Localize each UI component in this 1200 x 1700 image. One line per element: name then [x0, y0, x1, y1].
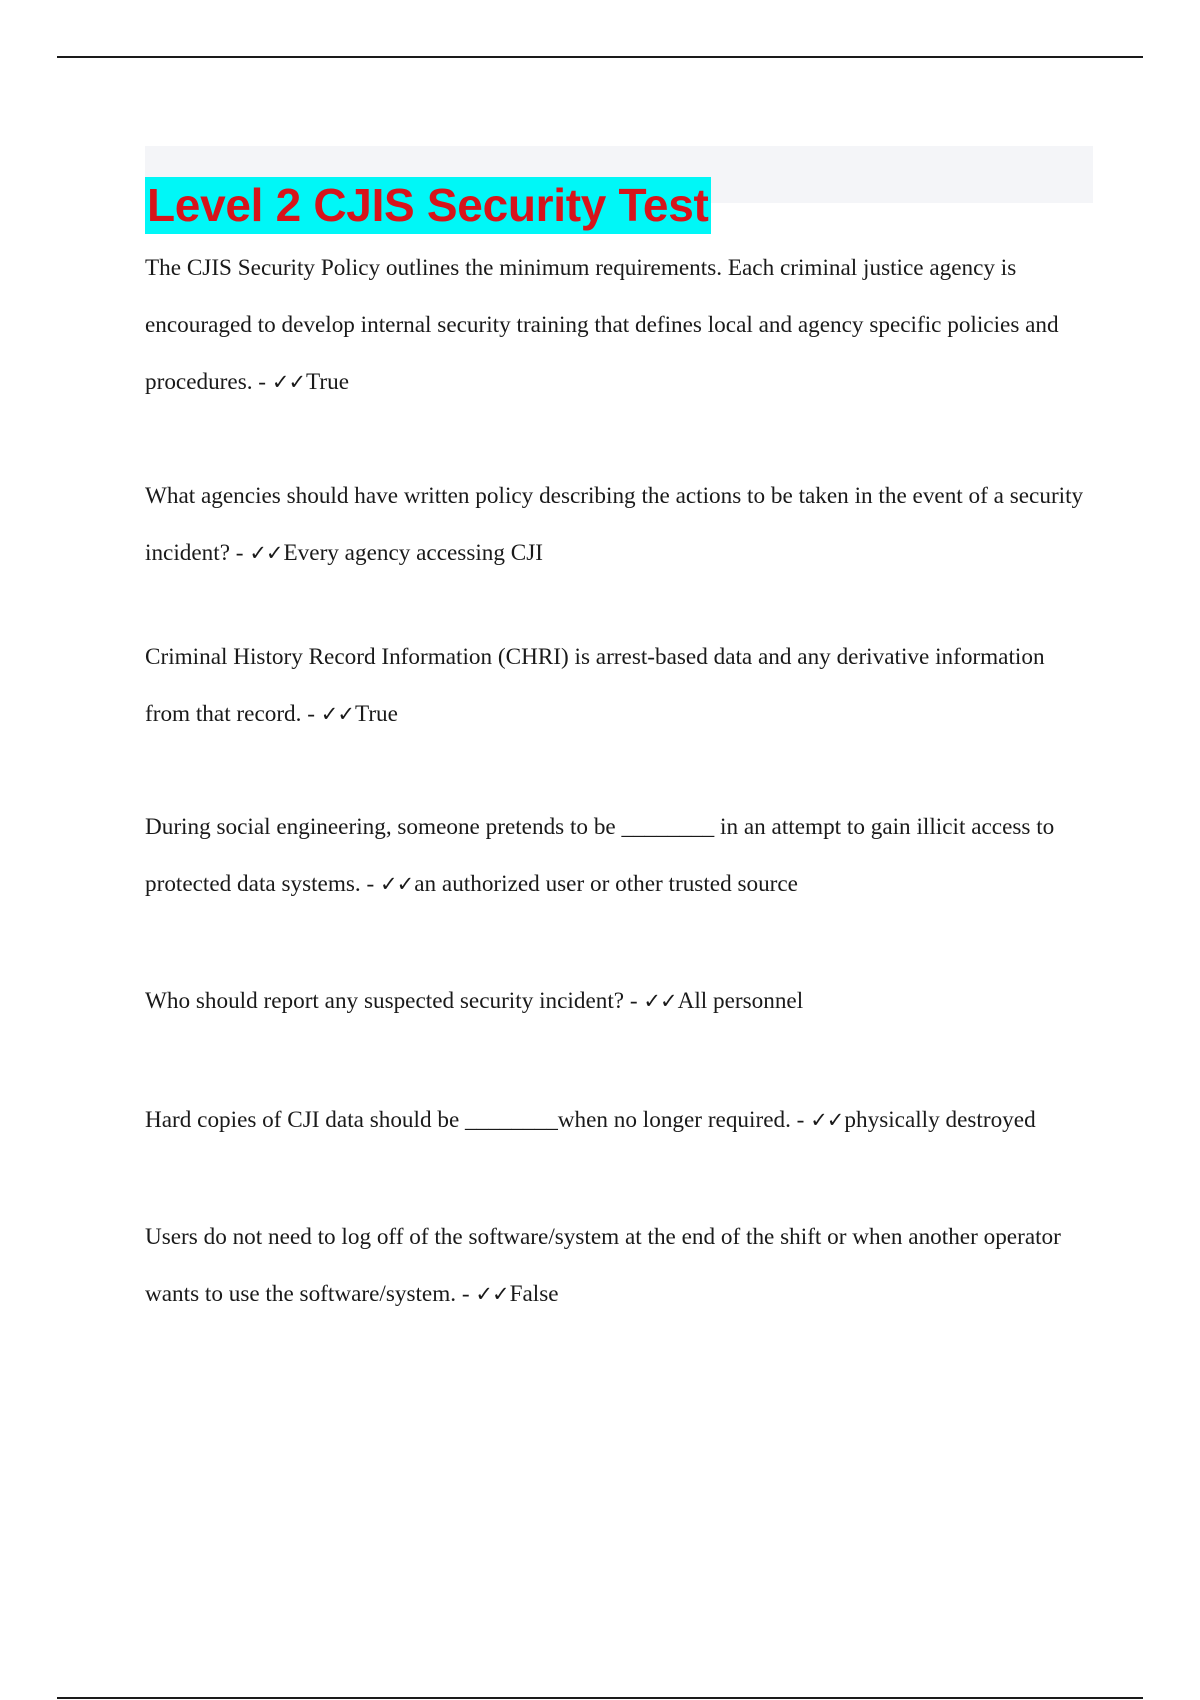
bottom-rule	[57, 1697, 1143, 1699]
check-mark-icon: ✓✓	[249, 541, 283, 565]
answer-text: physically destroyed	[844, 1107, 1036, 1133]
qa-item	[145, 1092, 1095, 1149]
question-text: Who should report any suspected security incident? -	[145, 988, 644, 1014]
answer-text: True	[306, 369, 350, 395]
answer-text: an authorized user or other trusted source	[414, 871, 798, 897]
qa-item	[145, 468, 1095, 582]
question-text: During social engineering, someone pretends to be ________ in an attempt to gain illicit access to protected data systems. -	[145, 814, 1055, 897]
qa-item	[145, 629, 1095, 743]
check-mark-icon: ✓✓	[475, 1282, 509, 1306]
page-title: Level 2 CJIS Security Test	[145, 177, 711, 234]
check-mark-icon: ✓✓	[320, 702, 354, 726]
answer-text: All personnel	[677, 988, 804, 1014]
qa-item	[145, 799, 1095, 913]
check-mark-icon: ✓✓	[271, 370, 306, 394]
question-text: Criminal History Record Information (CHRI) is arrest-based data and any derivative information from that record. -	[145, 644, 1045, 727]
qa-item	[145, 240, 1095, 411]
answer-text: Every agency accessing CJI	[283, 540, 543, 566]
qa-item	[145, 1209, 1095, 1323]
qa-list	[145, 240, 1095, 1323]
question-text: The CJIS Security Policy outlines the minimum requirements. Each criminal justice agency is encouraged to develop internal security training that defines local and agency specific policies and procedures. -	[145, 255, 1059, 395]
answer-text: False	[509, 1281, 559, 1307]
qa-item	[145, 973, 1095, 1030]
answer-text: True	[354, 701, 398, 727]
question-text: Users do not need to log off of the software/system at the end of the shift or when another operator wants to use the software/system. -	[145, 1224, 1061, 1307]
question-text: What agencies should have written policy describing the actions to be taken in the event of a security incident? -	[145, 483, 1084, 566]
question-text: Hard copies of CJI data should be ________when no longer required. -	[145, 1107, 811, 1133]
check-mark-icon: ✓✓	[643, 989, 677, 1013]
check-mark-icon: ✓✓	[810, 1108, 844, 1132]
check-mark-icon: ✓✓	[380, 872, 414, 896]
top-rule	[57, 56, 1143, 58]
